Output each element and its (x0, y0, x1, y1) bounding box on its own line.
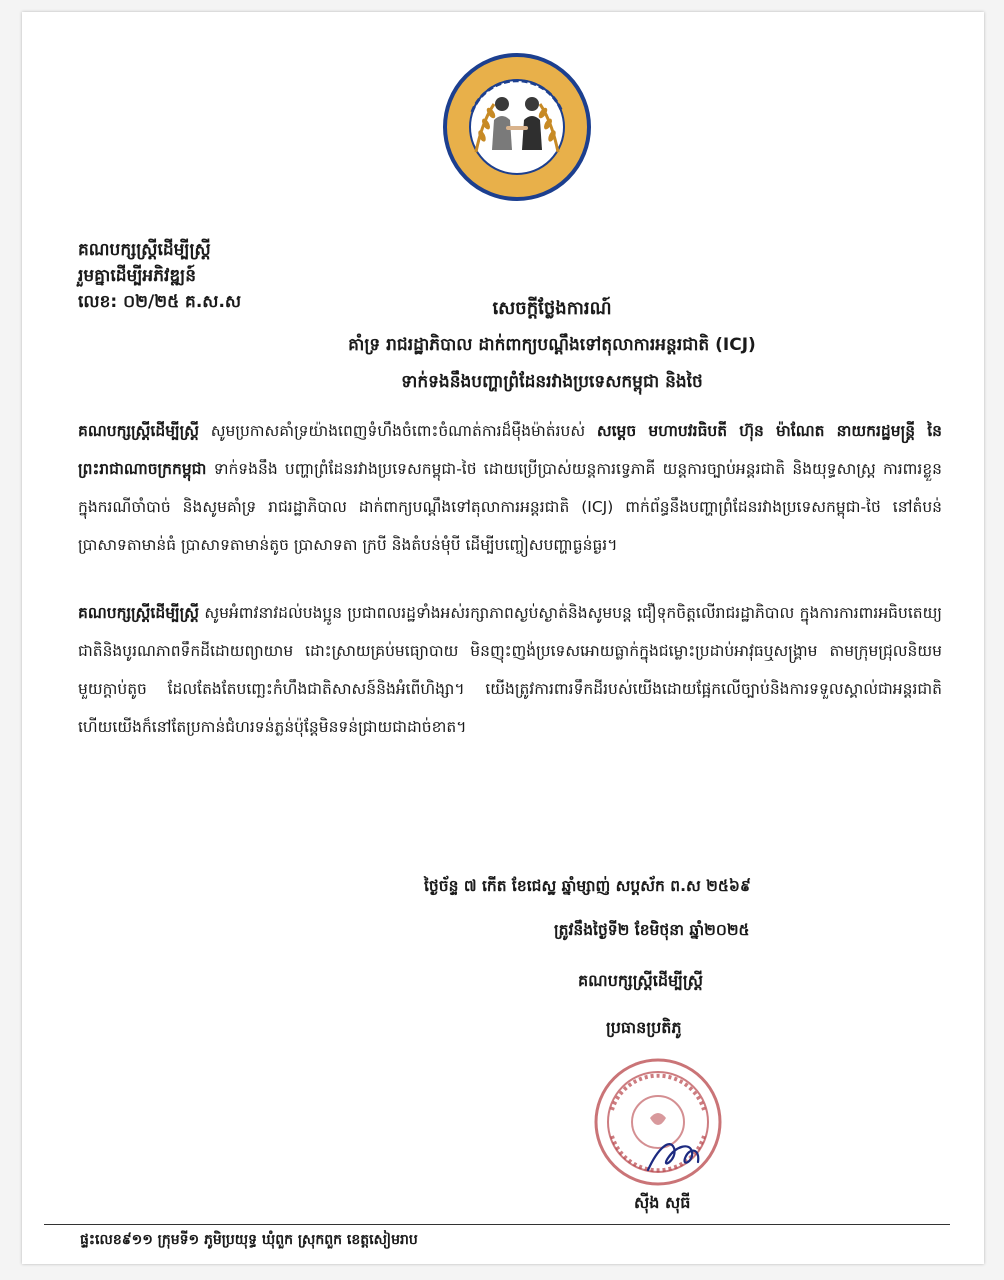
footer-divider (44, 1224, 950, 1225)
paragraph-1-text-a: សូមប្រកាសគាំទ្រយ៉ាងពេញទំហឹងចំពោះចំណាត់ការដ៏ម៉ឺងម៉ាត់របស់ (199, 422, 597, 440)
statement-title (272, 290, 832, 401)
paragraph-2-text: សូមអំពាវនាវដល់បងប្អូន ប្រជាពលរដ្ឋទាំងអស់រក្សាភាពស្ងប់ស្ងាត់និងសូមបន្ត ជឿទុកចិត្តលើរាជរដ្ឋាភិបាល ក្នុងការការពារអធិបតេយ្យជាតិនិងបូរណភាពទឹកដីដោយព្យាយាម ដោះស្រាយគ្រប់មធ្យោបាយ មិនញុះញង់ប្រទេសអោយធ្លាក់ក្នុងជម្លោះប្រដាប់អាវុធឬសង្គ្រាម តាមក្រុមជ្រុលនិយមមួយក្តាប់តូច ដែលតែងតែបញ្ឆេះកំហឹងជាតិសាសន៍និងអំពើហិង្សា។ យើងត្រូវការពារទឹកដីរបស់យើងដោយផ្អែកលើច្បាប់និងការទទួលស្គាល់ជាអន្តរជាតិហើយយើងក៏នៅតែប្រកាន់ជំហរទន់ភ្លន់ប៉ុន្តែមិនទន់ជ្រាយជាដាច់ខាត។ (78, 604, 942, 736)
org-slogan: រួមគ្នាដើម្បីអភិវឌ្ឍន៍ (78, 266, 197, 286)
footer-address: ផ្ទះលេខ៩១១ ក្រុមទី១ ភូមិប្រយុទ្ធ ឃុំពួក ស្រុកពួក ខេត្តសៀមរាប (80, 1232, 418, 1248)
paragraph-1-lead: គណបក្សស្ត្រីដើម្បីស្ត្រី (78, 422, 200, 440)
paragraph-1 (78, 412, 942, 564)
title-line-3: ទាក់ទងនឹងបញ្ហាព្រំដែនរវាងប្រទេសកម្ពុជា និងថៃ (401, 372, 703, 392)
prime-minister-name: សម្តេច មហាបវរធិបតី ហ៊ុន ម៉ាណែត នាយករដ្ឋមន្ត្រី នៃព្រះរាជាណាចក្រកម្ពុជា (78, 422, 943, 478)
official-seal-icon (588, 1052, 728, 1192)
paragraph-2 (78, 594, 942, 746)
handshake-emblem-icon (442, 52, 592, 202)
signature-org: គណបក្សស្ត្រីដើម្បីស្ត្រី (578, 971, 703, 990)
org-header (78, 237, 241, 315)
signer-name: ស៊ីង សុធី (634, 1193, 691, 1212)
title-main: សេចក្តីថ្លែងការណ៍ (492, 298, 612, 319)
org-name: គណបក្សស្ត្រីដើម្បីស្ត្រី (78, 240, 211, 260)
title-line-2: គាំទ្រ រាជរដ្ឋាភិបាល ដាក់ពាក្យបណ្តឹងទៅតុលាការអន្តរជាតិ (ICJ) (348, 335, 756, 355)
lunar-date: ថ្ងៃច័ន្ទ ៧ កើត ខែជេស្ឋ ឆ្នាំម្សាញ់ សប្តស័ក ព.ស ២៥៦៩ (424, 877, 751, 895)
statement-body (78, 412, 942, 746)
solar-date: ត្រូវនឹងថ្ងៃទី២ ខែមិថុនា ឆ្នាំ២០២៥ (554, 921, 750, 939)
signature-title: ប្រធានប្រតិភូ (606, 1018, 682, 1037)
document-page (22, 12, 984, 1264)
paragraph-2-lead: គណបក្សស្ត្រីដើម្បីស្ត្រី (78, 604, 200, 622)
reference-number: លេខ: ០២/២៥ គ.ស.ស (78, 292, 242, 312)
paragraph-1-text-b: ទាក់ទងនឹង បញ្ហាព្រំដែនរវាងប្រទេសកម្ពុជា-ថៃ ដោយប្រើប្រាស់យន្តការទ្វេភាគី យន្តការច្បាប់អន្តរជាតិ និងយុទ្ធសាស្ត្រ ការពារខ្លួនក្នុងករណីចាំបាច់ និងសូមគាំទ្រ រាជរដ្ឋាភិបាល ដាក់ពាក្យបណ្តឹងទៅតុលាការអន្តរជាតិ (ICJ) ពាក់ព័ន្ធនឹងបញ្ហាព្រំដែនរវាងប្រទេសកម្ពុជា-ថៃ នៅតំបន់ប្រាសាទតាមាន់ធំ ប្រាសាទតាមាន់តូច ប្រាសាទតា ក្របី និងតំបន់មុំបី ដើម្បីបញ្ចៀសបញ្ហាធ្ងន់ធ្ងរ។ (78, 460, 942, 554)
